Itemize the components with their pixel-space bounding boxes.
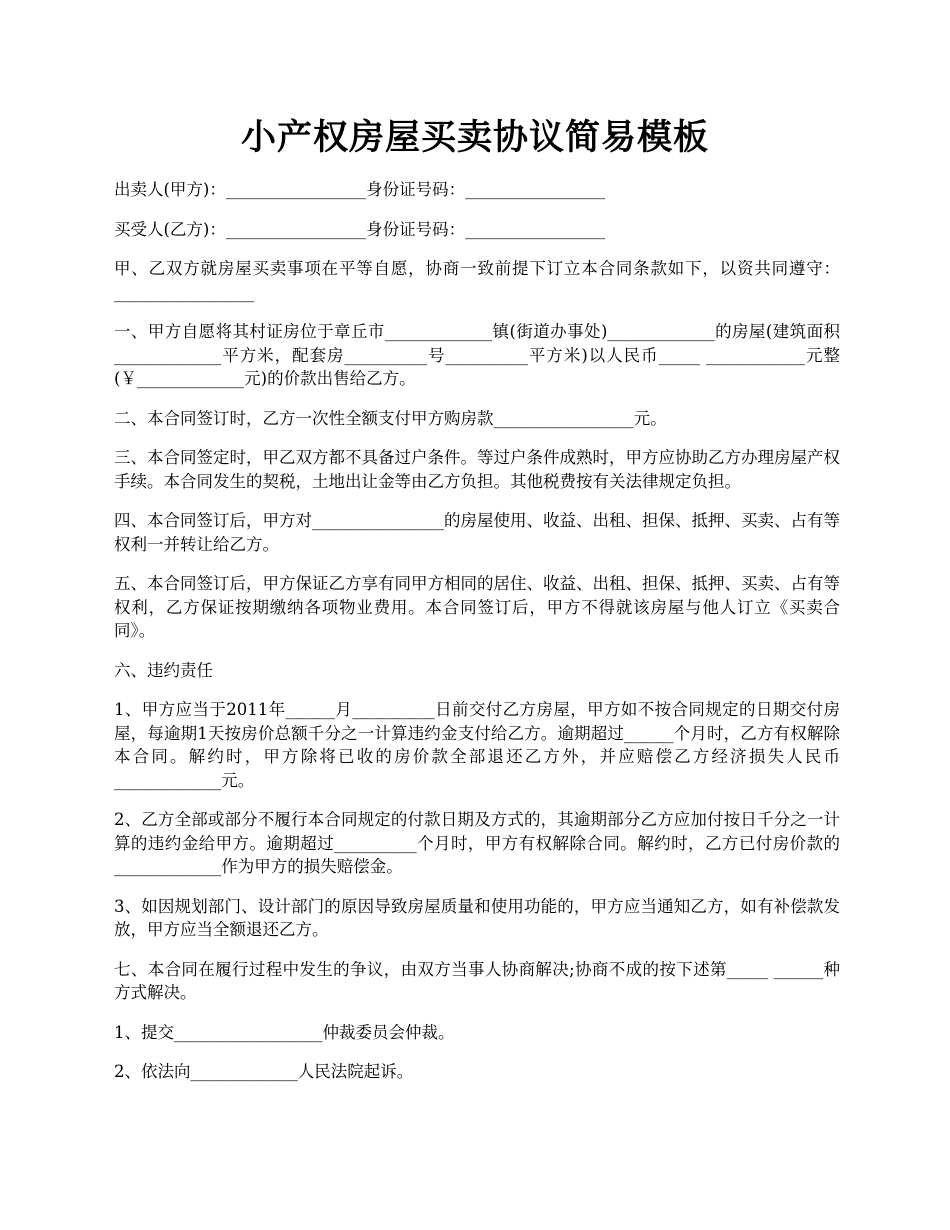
- clause-4-paragraph: 四、本合同签订后，甲方对________________的房屋使用、收益、出租、担保、抵押、买卖、占有等权利一并转让给乙方。: [114, 511, 840, 554]
- clause-7-option-1: 1、提交__________________仲裁委员会仲裁。: [114, 1022, 455, 1042]
- seller-line: 出卖人(甲方)：_________________身份证号码：_________________: [114, 180, 606, 199]
- clause-2-paragraph: 二、本合同签订时，乙方一次性全额支付甲方购房款_________________元。: [114, 408, 667, 428]
- clause-6-item-3: 3、如因规划部门、设计部门的原因导致房屋质量和使用功能的，甲方应当通知乙方，如有补偿款发放，甲方应当全额退还乙方。: [114, 896, 840, 939]
- clause-7-option-2: 2、依法向_____________人民法院起诉。: [114, 1062, 414, 1081]
- clause-1-paragraph: 一、甲方自愿将其村证房位于章丘市_____________镇(街道办事处)_____________的房屋(建筑面积_____________平方米，配套房__________号__________平方米)以人民币_____ ____________元整(￥_____________元)的价款出售给乙方。: [114, 322, 840, 388]
- document-title: 小产权房屋买卖协议简易模板: [240, 117, 709, 158]
- buyer-line: 买受人(乙方)：_________________身份证号码：_________________: [114, 219, 606, 239]
- preamble-paragraph: 甲、乙双方就房屋买卖事项在平等自愿，协商一致前提下订立本合同条款如下，以资共同遵守：_________________: [114, 259, 840, 302]
- clause-6-item-1: 1、甲方应当于2011年______月__________日前交付乙方房屋，甲方如不按合同规定的日期交付房屋，每逾期1天按房价总额千分之一计算违约金支付给乙方。逾期超过______个月时，乙方有权解除本合同。解约时，甲方除将已收的房价款全部退还乙方外，并应赔偿乙方经济损失人民币_____________元。: [114, 700, 840, 790]
- clause-7-paragraph: 七、本合同在履行过程中发生的争议，由双方当事人协商解决;协商不成的按下述第_____ ______种方式解决。: [114, 959, 840, 1002]
- clause-6-item-2: 2、乙方全部或部分不履行本合同规定的付款日期及方式的，其逾期部分乙方应加付按日千分之一计算的违约金给甲方。逾期超过__________个月时，甲方有权解除合同。解约时，乙方已付房价款的_____________作为甲方的损失赔偿金。: [114, 810, 840, 876]
- clause-3-paragraph: 三、本合同签定时，甲乙双方都不具备过户条件。等过户条件成熟时，甲方应协助乙方办理房屋产权手续。本合同发生的契税，土地出让金等由乙方负担。其他税费按有关法律规定负担。: [114, 448, 840, 491]
- clause-6-heading: 六、违约责任: [114, 660, 213, 680]
- document-body: [114, 178, 840, 1100]
- clause-5-paragraph: 五、本合同签订后，甲方保证乙方享有同甲方相同的居住、收益、出租、担保、抵押、买卖、占有等权利，乙方保证按期缴纳各项物业费用。本合同签订后，甲方不得就该房屋与他人订立《买卖合同》。: [114, 574, 840, 640]
